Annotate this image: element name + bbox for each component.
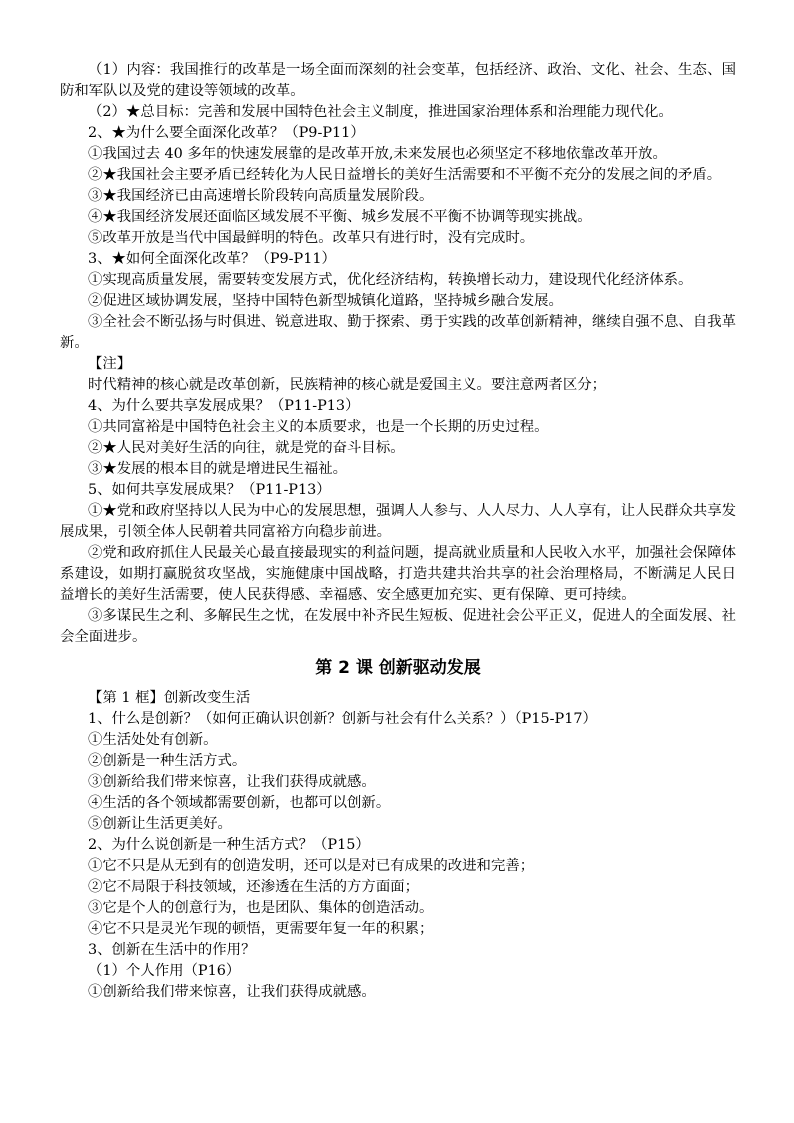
question-heading: 3、★如何全面深化改革？（P9-P11）	[88, 251, 336, 267]
list-item: ②★我国社会主要矛盾已经转化为人民日益增长的美好生活需要和不平衡不充分的发展之间的矛盾。	[88, 167, 722, 183]
list-item: ③★我国经济已由高速增长阶段转向高质量发展阶段。	[88, 188, 434, 204]
list-item: ⑤创新让生活更美好。	[88, 816, 232, 832]
list-item: ①生活处处有创新。	[88, 732, 218, 748]
question-heading: 2、为什么说创新是一种生活方式？（P15）	[88, 837, 370, 853]
list-item: ④★我国经济发展还面临区域发展不平衡、城乡发展不平衡不协调等现实挑战。	[88, 209, 592, 225]
list-item: ③全社会不断弘扬与时俱进、锐意进取、勤于探索、勇于实践的改革创新精神，继续自强不息、自我革新。	[60, 314, 736, 351]
list-item: ④生活的各个领域都需要创新，也都可以创新。	[88, 795, 391, 811]
section-innovation	[60, 688, 736, 1003]
list-item: ③★发展的根本目的就是增进民生福祉。	[88, 461, 348, 477]
list-item: ③它是个人的创意行为，也是团队、集体的创造活动。	[88, 900, 434, 916]
list-item: ②★人民对美好生活的向往，就是党的奋斗目标。	[88, 440, 405, 456]
list-item: ①它不只是从无到有的创造发明，还可以是对已有成果的改进和完善；	[88, 858, 535, 874]
list-item: ①共同富裕是中国特色社会主义的本质要求，也是一个长期的历史过程。	[88, 419, 549, 435]
question-heading: 3、创新在生活中的作用？	[88, 942, 256, 958]
paragraph: （2）★总目标：完善和发展中国特色社会主义制度，推进国家治理体系和治理能力现代化。	[88, 104, 673, 120]
paragraph: （1）内容：我国推行的改革是一场全面而深刻的社会变革，包括经济、政治、文化、社会、生态、国防和军队以及党的建设等领域的改革。	[60, 62, 736, 99]
question-heading: 2、★为什么要全面深化改革？（P9-P11）	[88, 125, 365, 141]
lesson-title: 第 2 课 创新驱动发展	[315, 658, 481, 678]
list-item: ③多谋民生之利、多解民生之忧，在发展中补齐民生短板、促进社会公平正义，促进人的全面发展、社会全面进步。	[60, 608, 736, 645]
list-item: ①★党和政府坚持以人民为中心的发展思想，强调人人参与、人人尽力、人人享有，让人民群众共享发展成果，引领全体人民朝着共同富裕方向稳步前进。	[60, 503, 736, 540]
note-text: 时代精神的核心就是改革创新，民族精神的核心就是爱国主义。要注意两者区分；	[88, 377, 607, 393]
list-item: ⑤改革开放是当代中国最鲜明的特色。改革只有进行时，没有完成时。	[88, 230, 535, 246]
list-item: ①创新给我们带来惊喜，让我们获得成就感。	[88, 984, 376, 1000]
list-item: ③创新给我们带来惊喜，让我们获得成就感。	[88, 774, 376, 790]
list-item: ④它不只是灵光乍现的顿悟，更需要年复一年的积累；	[88, 921, 434, 937]
sub-heading: （1）个人作用（P16）	[88, 963, 241, 979]
list-item: ①我国过去 40 多年的快速发展靠的是改革开放,未来发展也必须坚定不移地依靠改革开放。	[88, 146, 667, 162]
list-item: ②党和政府抓住人民最关心最直接最现实的利益问题，提高就业质量和人民收入水平，加强社会保障体系建设，如期打赢脱贫攻坚战，实施健康中国战略，打造共建共治共享的社会治理格局，不断满足人民日益增长的美好生活需要，使人民获得感、幸福感、安全感更加充实、更有保障、更可持续。	[60, 545, 736, 603]
section-reform	[60, 60, 736, 648]
list-item: ②它不局限于科技领域，还渗透在生活的方方面面；	[88, 879, 419, 895]
note-label: 【注】	[88, 356, 132, 372]
list-item: ①实现高质量发展，需要转变发展方式，优化经济结构，转换增长动力，建设现代化经济体系。	[88, 272, 693, 288]
question-heading: 4、为什么要共享发展成果？（P11-P13）	[88, 398, 360, 414]
question-heading: 1、什么是创新？（如何正确认识创新？创新与社会有什么关系？）（P15-P17）	[88, 711, 597, 727]
frame-heading: 【第 1 框】创新改变生活	[88, 690, 251, 706]
list-item: ②创新是一种生活方式。	[88, 753, 247, 769]
question-heading: 5、如何共享发展成果？（P11-P13）	[88, 482, 331, 498]
list-item: ②促进区域协调发展，坚持中国特色新型城镇化道路，坚持城乡融合发展。	[88, 293, 563, 309]
